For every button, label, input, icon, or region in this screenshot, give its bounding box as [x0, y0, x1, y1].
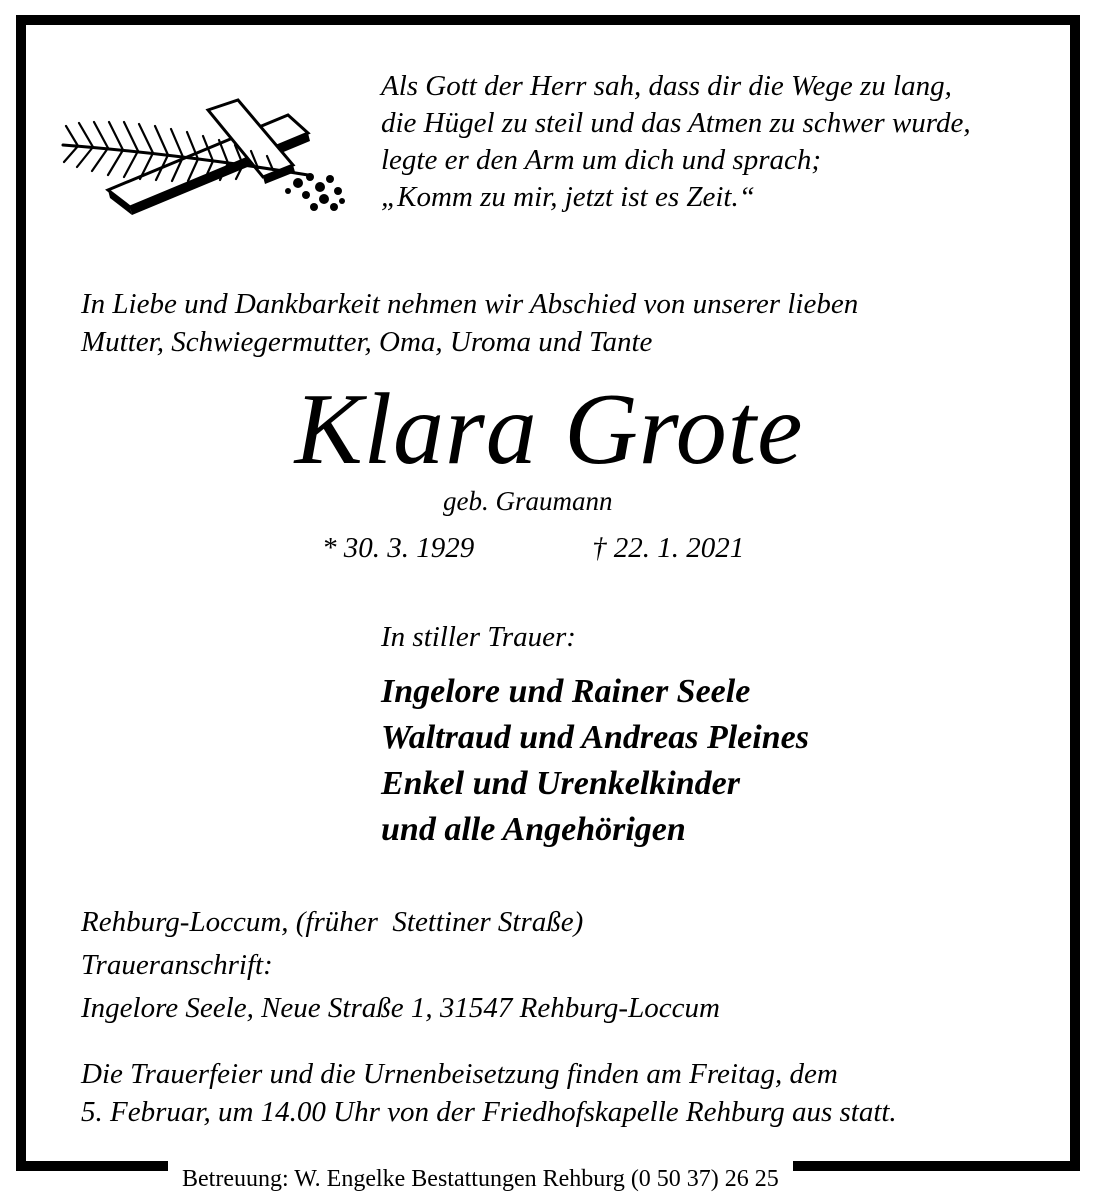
deceased-name-text: Klara Grote [294, 373, 804, 486]
maiden-name: geb. Graumann [443, 486, 613, 516]
ceremony-line: 5. Februar, um 14.00 Uhr von der Friedhofskapelle Rehburg aus statt. [81, 1096, 897, 1128]
cross-shape [108, 100, 310, 215]
cross-with-palm-branch-icon [58, 95, 348, 225]
farewell-intro [81, 285, 858, 361]
poem-line: die Hügel zu steil und das Atmen zu schwer wurde, [381, 107, 971, 139]
birth-date: * 30. 3. 1929 [322, 532, 475, 564]
mourners-label: In stiller Trauer: [381, 621, 576, 653]
address-line: Ingelore Seele, Neue Straße 1, 31547 Rehburg-Loccum [81, 992, 720, 1024]
address-line: Rehburg-Loccum, (früher Stettiner Straße) [81, 906, 584, 938]
mourners-list [381, 669, 809, 853]
mourner-name: und alle Angehörigen [381, 811, 686, 848]
ceremony-info [81, 1055, 897, 1131]
memorial-poem [381, 68, 971, 216]
mourner-name: Ingelore und Rainer Seele [381, 673, 751, 710]
flower-cluster [285, 173, 345, 211]
intro-line: In Liebe und Dankbarkeit nehmen wir Abschied von unserer lieben [81, 288, 859, 320]
poem-line: legte er den Arm um dich und sprach; [381, 144, 822, 176]
intro-line: Mutter, Schwiegermutter, Oma, Uroma und Tante [81, 326, 653, 358]
ceremony-line: Die Trauerfeier und die Urnenbeisetzung finden am Freitag, dem [81, 1058, 838, 1090]
mourner-name: Enkel und Urenkelkinder [381, 765, 740, 802]
deceased-name [0, 370, 1098, 490]
mourning-address [81, 901, 720, 1030]
poem-line: Als Gott der Herr sah, dass dir die Wege zu lang, [381, 70, 952, 102]
address-line: Traueranschrift: [81, 949, 273, 981]
mourner-name: Waltraud und Andreas Pleines [381, 719, 809, 756]
poem-line: „Komm zu mir, jetzt ist es Zeit.“ [381, 181, 755, 213]
funeral-home-credit: Betreuung: W. Engelke Bestattungen Rehburg (0 50 37) 26 25 [168, 1158, 793, 1200]
death-date: † 22. 1. 2021 [592, 532, 745, 564]
